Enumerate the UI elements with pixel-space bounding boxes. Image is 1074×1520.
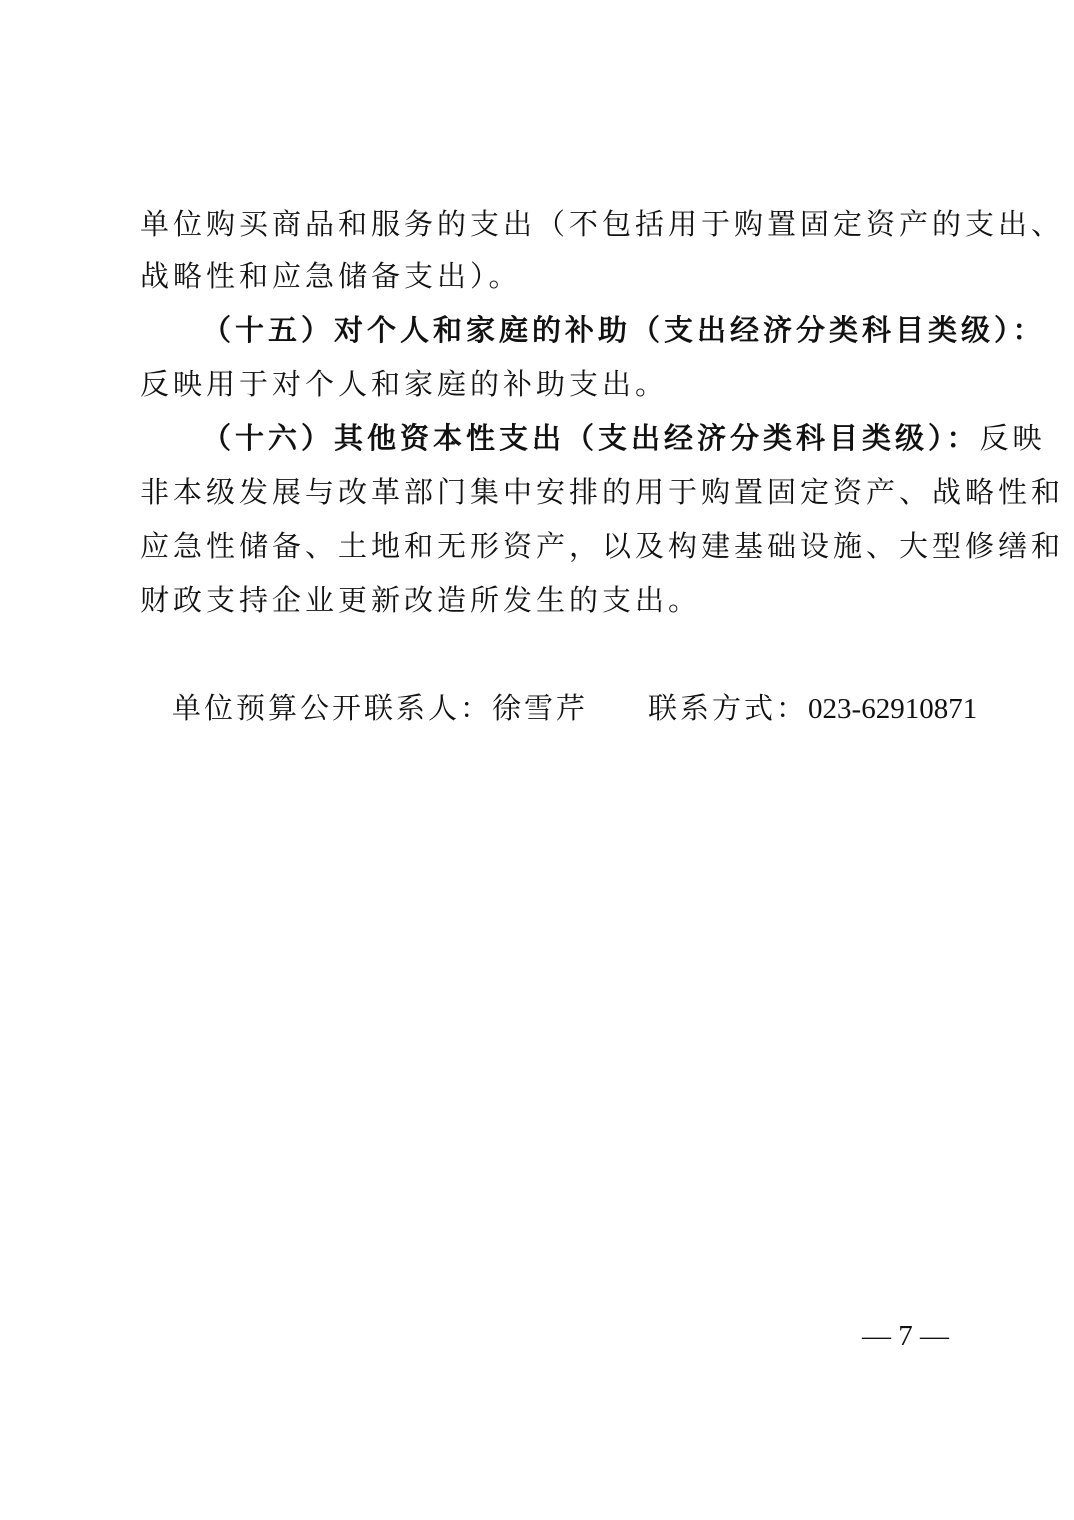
page-number: — 7 —	[862, 1320, 949, 1352]
contact-line	[172, 688, 977, 729]
paragraph-3-line-1-rest: 反映	[979, 421, 1046, 455]
paragraph-3-line-1	[202, 418, 1046, 458]
paragraph-3-line-3: 应急性储备、土地和无形资产，以及构建基础设施、大型修缮和	[140, 529, 1065, 563]
paragraph-3-line-2: 非本级发展与改革部门集中安排的用于购置固定资产、战略性和	[140, 475, 1065, 509]
paragraph-2-heading: （十五）对个人和家庭的补助（支出经济分类科目类级）：	[202, 313, 1046, 347]
contact-person-label: 单位预算公开联系人：	[172, 691, 493, 725]
paragraph-1-line-1: 单位购买商品和服务的支出（不包括用于购置固定资产的支出、	[140, 207, 1065, 241]
paragraph-3-line-4: 财政支持企业更新改造所发生的支出。	[140, 583, 702, 617]
contact-person-name: 徐雪芹	[492, 691, 589, 725]
contact-phone-label: 联系方式：	[648, 691, 809, 725]
contact-phone: 023-62910871	[808, 693, 978, 725]
paragraph-3-heading: （十六）其他资本性支出（支出经济分类科目类级）：	[202, 421, 980, 455]
paragraph-1-line-2: 战略性和应急储备支出）。	[140, 259, 522, 293]
paragraph-2-line-2: 反映用于对个人和家庭的补助支出。	[140, 367, 669, 401]
